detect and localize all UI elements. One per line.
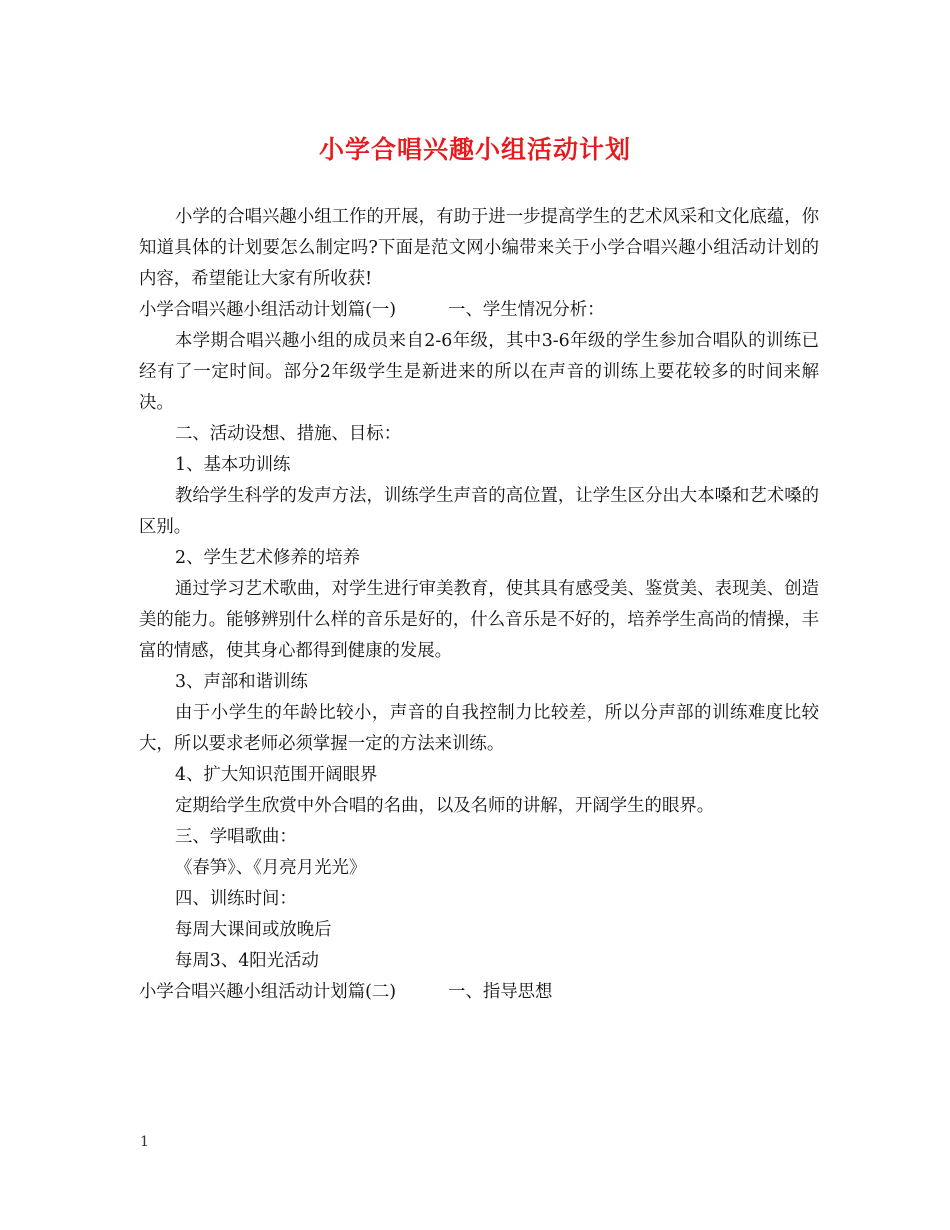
paragraph-art-cultivation: 通过学习艺术歌曲，对学生进行审美教育，使其具有感受美、鉴赏美、表现美、创造美的能力。能够辨别什么样的音乐是好的，什么音乐是不好的，培养学生高尚的情操，丰富的情感，使其身心都得到健康的发展。: [139, 579, 819, 661]
page-number: 1: [140, 1134, 149, 1150]
heading-activity-plan: 二、活动设想、措施、目标：: [175, 424, 402, 444]
heading-harmony-training: 3、声部和谐训练: [175, 672, 308, 692]
paragraph-student-analysis: 本学期合唱兴趣小组的成员来自2-6年级，其中3-6年级的学生参加合唱队的训练已经有了一定时间。部分2年级学生是新进来的所以在声音的训练上要花较多的时间来解决。: [139, 331, 819, 413]
section-subtitle: 一、学生情况分析：: [448, 300, 605, 320]
section-title: 小学合唱兴趣小组活动计划篇(二): [139, 982, 397, 1002]
document-title: 小学合唱兴趣小组活动计划: [318, 135, 631, 164]
heading-art-cultivation: 2、学生艺术修养的培养: [175, 548, 360, 568]
section-subtitle: 一、指导思想: [448, 982, 553, 1002]
document-body: [139, 202, 819, 1008]
paragraph-harmony-training: 由于小学生的年龄比较小，声音的自我控制力比较差，所以分声部的训练难度比较大，所以要求老师必须掌握一定的方法来训练。: [139, 703, 819, 754]
paragraph-broaden-knowledge: 定期给学生欣赏中外合唱的名曲，以及名师的讲解，开阔学生的眼界。: [175, 796, 715, 816]
section-heading-part-two: [139, 977, 819, 1008]
heading-broaden-knowledge: 4、扩大知识范围开阔眼界: [175, 765, 378, 785]
paragraph-intro: 小学的合唱兴趣小组工作的开展，有助于进一步提高学生的艺术风采和文化底蕴，你知道具体的计划要怎么制定吗?下面是范文网小编带来关于小学合唱兴趣小组活动计划的内容，希望能让大家有所收获!: [139, 207, 819, 289]
paragraph-songs: 《春笋》、《月亮月光光》: [175, 858, 367, 878]
paragraph-training-time-2: 每周3、4阳光活动: [175, 951, 319, 971]
section-heading-part-one: [139, 295, 819, 326]
heading-training-time: 四、训练时间：: [175, 889, 297, 909]
heading-songs: 三、学唱歌曲：: [175, 827, 297, 847]
section-title: 小学合唱兴趣小组活动计划篇(一): [139, 300, 397, 320]
paragraph-basic-training: 教给学生科学的发声方法，训练学生声音的高位置，让学生区分出大本嗓和艺术嗓的区别。: [139, 486, 819, 537]
paragraph-training-time-1: 每周大课间或放晚后: [175, 920, 332, 940]
heading-basic-training: 1、基本功训练: [175, 455, 291, 475]
